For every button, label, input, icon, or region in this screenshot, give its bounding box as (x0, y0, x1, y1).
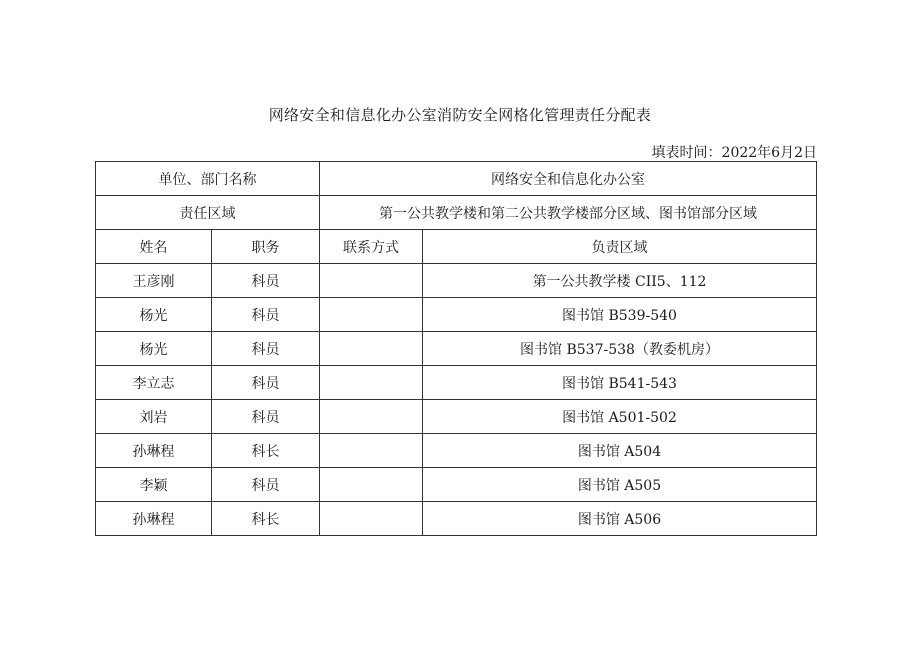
table-row (96, 366, 817, 400)
cell-position: 科员 (212, 332, 320, 366)
cell-name: 杨光 (96, 332, 212, 366)
cell-area: 图书馆 A504 (423, 434, 817, 468)
unit-label: 单位、部门名称 (96, 162, 320, 196)
area-value: 第一公共教学楼和第二公共教学楼部分区域、图书馆部分区域 (320, 196, 817, 230)
table-row (96, 468, 817, 502)
area-label: 责任区域 (96, 196, 320, 230)
cell-position: 科长 (212, 502, 320, 536)
cell-position: 科员 (212, 400, 320, 434)
table-row (96, 502, 817, 536)
cell-contact (320, 468, 423, 502)
table-row (96, 332, 817, 366)
cell-name: 李颖 (96, 468, 212, 502)
cell-area: 图书馆 A506 (423, 502, 817, 536)
cell-area: 图书馆 B539-540 (423, 298, 817, 332)
header-position: 职务 (212, 230, 320, 264)
cell-name: 王彦刚 (96, 264, 212, 298)
table-row (96, 434, 817, 468)
header-contact: 联系方式 (320, 230, 423, 264)
cell-position: 科长 (212, 434, 320, 468)
unit-row (96, 162, 817, 196)
cell-name: 孙琳程 (96, 502, 212, 536)
table-row (96, 400, 817, 434)
cell-area: 图书馆 A501-502 (423, 400, 817, 434)
cell-name: 杨光 (96, 298, 212, 332)
header-row (96, 230, 817, 264)
cell-contact (320, 332, 423, 366)
document-title: 网络安全和信息化办公室消防安全网格化管理责任分配表 (268, 106, 652, 124)
table-row (96, 264, 817, 298)
cell-contact (320, 366, 423, 400)
cell-position: 科员 (212, 298, 320, 332)
cell-contact (320, 434, 423, 468)
cell-position: 科员 (212, 264, 320, 298)
header-area: 负责区域 (423, 230, 817, 264)
unit-value: 网络安全和信息化办公室 (320, 162, 817, 196)
cell-area: 图书馆 B537-538（教委机房） (423, 332, 817, 366)
cell-contact (320, 298, 423, 332)
cell-contact (320, 264, 423, 298)
table-row (96, 298, 817, 332)
header-name: 姓名 (96, 230, 212, 264)
cell-contact (320, 400, 423, 434)
cell-name: 孙琳程 (96, 434, 212, 468)
cell-name: 刘岩 (96, 400, 212, 434)
responsibility-table (95, 161, 817, 536)
cell-area: 图书馆 B541-543 (423, 366, 817, 400)
cell-area: 图书馆 A505 (423, 468, 817, 502)
area-row (96, 196, 817, 230)
cell-name: 李立志 (96, 366, 212, 400)
cell-area: 第一公共教学楼 CII5、112 (423, 264, 817, 298)
fill-date: 填表时间：2022年6月2日 (651, 145, 817, 161)
cell-contact (320, 502, 423, 536)
cell-position: 科员 (212, 468, 320, 502)
cell-position: 科员 (212, 366, 320, 400)
